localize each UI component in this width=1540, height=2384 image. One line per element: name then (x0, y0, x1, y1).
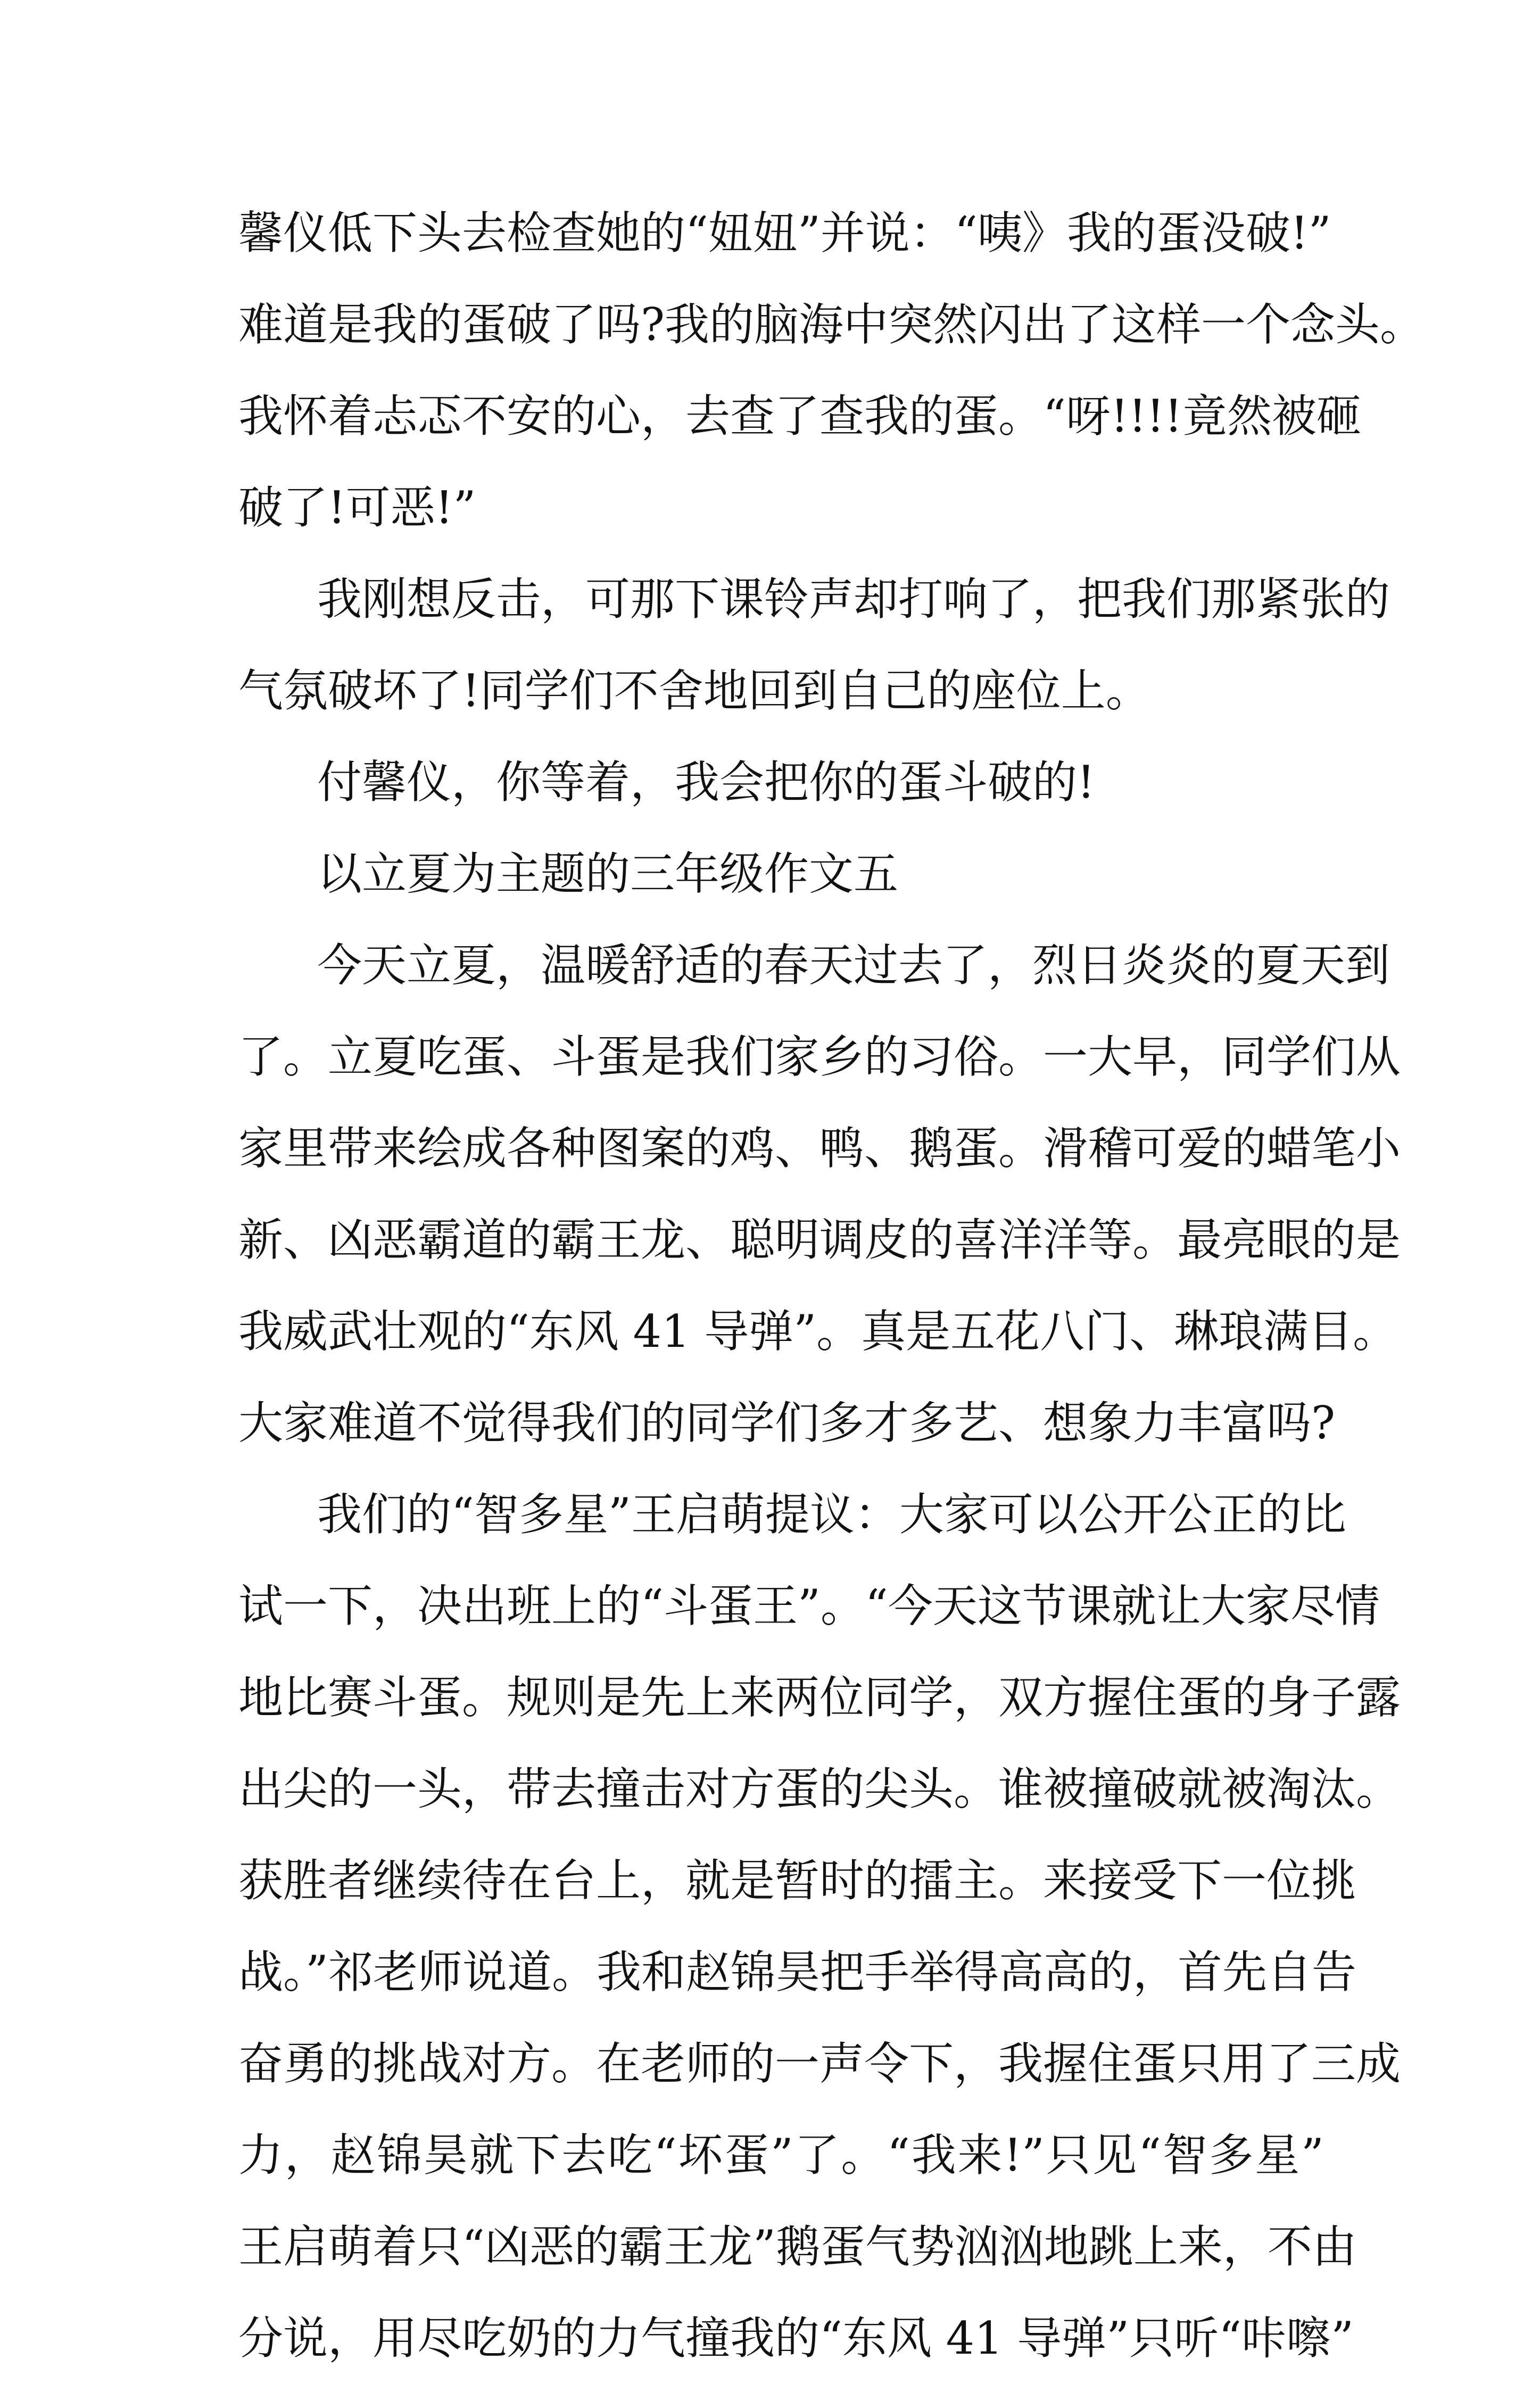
paragraph-start-line: 我刚想反击，可那下课铃声却打响了，把我们那紧张的 (317, 573, 1390, 625)
text-line: 出尖的一头，带去撞击对方蛋的尖头。谁被撞破就被淘汰。 (238, 1763, 1401, 1815)
text-line: 破了!可恶!” (238, 482, 476, 534)
text-line: 地比赛斗蛋。规则是先上来两位同学，双方握住蛋的身子露 (238, 1671, 1401, 1724)
text-line: 家里带来绘成各种图案的鸡、鸭、鹅蛋。滑稽可爱的蜡笔小 (238, 1122, 1401, 1174)
text-line: 王启萌着只“凶恶的霸王龙”鹅蛋气势汹汹地跳上来，不由 (238, 2221, 1357, 2273)
text-line: 分说，用尽吃奶的力气撞我的“东风 41 导弹”只听“咔嚓” (238, 2312, 1354, 2364)
text-line: 获胜者继续待在台上，就是暂时的擂主。来接受下一位挑 (238, 1855, 1356, 1907)
paragraph-start-line: 我们的“智多星”王启萌提议：大家可以公开公正的比 (317, 1488, 1346, 1541)
text-line: 我威武壮观的“东风 41 导弹”。真是五花八门、琳琅满目。 (238, 1305, 1398, 1357)
text-line: 了。立夏吃蛋、斗蛋是我们家乡的习俗。一大早，同学们从 (238, 1031, 1401, 1083)
text-line: 难道是我的蛋破了吗?我的脑海中突然闪出了这样一个念头。 (238, 299, 1425, 351)
essay-text (238, 187, 1425, 2384)
section-heading: 以立夏为主题的三年级作文五 (317, 848, 899, 900)
paragraph-start-line: 付馨仪，你等着，我会把你的蛋斗破的! (317, 756, 1095, 808)
text-line: 力，赵锦昊就下去吃“坏蛋”了。“我来!”只见“智多星” (238, 2129, 1324, 2181)
paragraph-start-line: 今天立夏，温暖舒适的春天过去了，烈日炎炎的夏天到 (317, 939, 1390, 991)
text-line: 气氛破坏了!同学们不舍地回到自己的座位上。 (238, 665, 1150, 717)
text-line: 馨仪低下头去检查她的“妞妞”并说：“咦》我的蛋没破!” (238, 207, 1331, 259)
text-line: 奋勇的挑战对方。在老师的一声令下，我握住蛋只用了三成 (238, 2038, 1401, 2090)
text-line: 大家难道不觉得我们的同学们多才多艺、想象力丰富吗? (238, 1397, 1336, 1449)
text-line: 我怀着忐忑不安的心，去查了查我的蛋。“呀!!!!竟然被砸 (238, 390, 1361, 442)
text-line: 新、凶恶霸道的霸王龙、聪明调皮的喜洋洋等。最亮眼的是 (238, 1214, 1401, 1266)
text-line: 试一下，决出班上的“斗蛋王”。“今天这节课就让大家尽情 (238, 1580, 1380, 1632)
text-line: 战。”祁老师说道。我和赵锦昊把手举得高高的，首先自告 (238, 1946, 1356, 1998)
